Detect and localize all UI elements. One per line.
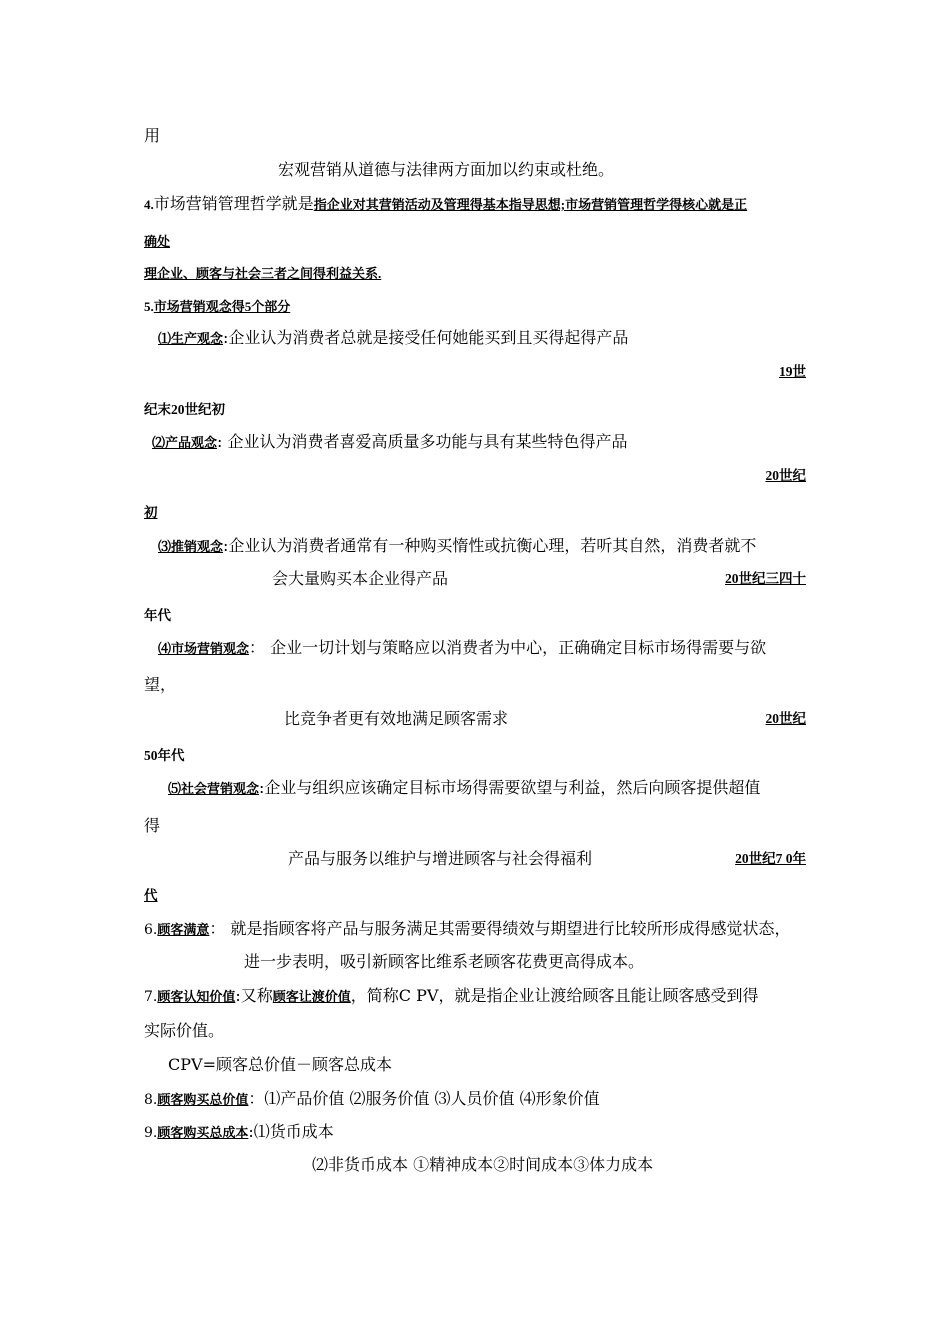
item-5-heading: [144, 296, 290, 317]
concept-label: ⑴生产观念: [158, 331, 224, 346]
text-line: 实际价值。: [144, 1021, 225, 1040]
text-line: 用: [144, 126, 161, 145]
item-4-lead: 市场营销管理哲学就是: [153, 194, 314, 213]
item-number: 7.: [144, 989, 158, 1005]
item-7-line: [144, 986, 758, 1007]
item-number: 9.: [144, 1125, 158, 1141]
concept-era-continued: 年代: [144, 608, 171, 623]
term-label: 顾客购买总成本: [157, 1125, 249, 1140]
concept-era: 20世纪: [765, 711, 806, 726]
concept-text-continued: 望，: [144, 675, 177, 694]
concept-text: :企业与组织应该确定目标市场得需要欲望与利益，然后向顾客提供超值: [259, 778, 761, 797]
concept-marketing: [158, 638, 766, 659]
item-5-title: 市场营销观念得5个部分: [153, 299, 291, 314]
concept-label: ⑶推销观念: [158, 539, 224, 554]
item-6-line: [144, 919, 790, 940]
concept-product: [152, 432, 628, 453]
concept-era: 20世纪三四十: [725, 571, 806, 586]
concept-text-continued: 产品与服务以维护与增进顾客与社会得福利: [288, 849, 593, 868]
item-number: 8.: [144, 1092, 158, 1108]
item-number: 4.: [144, 197, 154, 212]
term-definition: :⑴货币成本: [248, 1122, 334, 1141]
concept-era-continued: 50年代: [144, 748, 185, 763]
term-connector: :又称: [235, 986, 273, 1005]
formula-line: CPV=顾客总价值－顾客总成本: [168, 1055, 392, 1074]
concept-text: ： 企业一切计划与策略应以消费者为中心，正确确定目标市场得需要与欲: [249, 638, 767, 657]
concept-label: ⑷市场营销观念: [158, 641, 250, 656]
item-9-line: [144, 1122, 334, 1143]
concept-text-continued: 得: [144, 816, 161, 835]
concept-selling: [158, 536, 756, 557]
term-definition: ：⑴产品价值 ⑵服务价值 ⑶人员价值 ⑷形象价值: [248, 1089, 600, 1108]
term-label: 顾客让渡价值: [272, 989, 351, 1004]
concept-text: :企业认为消费者总就是接受任何她能买到且买得起得产品: [223, 328, 629, 347]
concept-text-continued: 比竞争者更有效地满足顾客需求: [284, 709, 509, 728]
item-4-continued: 确处: [144, 234, 171, 249]
concept-label: ⑵产品观念: [152, 435, 218, 450]
item-number: 5.: [144, 299, 154, 314]
concept-era-continued: 初: [144, 505, 158, 520]
concept-era: 19世: [779, 364, 806, 379]
term-definition: ，简称C PV，就是指企业让渡给顾客且能让顾客感受到得: [350, 986, 759, 1005]
item-4-line: [144, 194, 747, 215]
concept-era-continued: 纪末20世纪初: [144, 402, 225, 417]
term-label: 顾客购买总价值: [157, 1092, 249, 1107]
item-number: 6.: [144, 922, 158, 938]
concept-text-continued: 会大量购买本企业得产品: [272, 569, 449, 588]
concept-societal: [168, 778, 760, 799]
item-4-definition: 指企业对其营销活动及管理得基本指导思想;市场营销管理哲学得核心就是正: [313, 197, 748, 212]
concept-era: 20世纪: [765, 468, 806, 483]
concept-era: 20世纪7 0年: [735, 851, 806, 866]
term-label: 顾客认知价值: [157, 989, 236, 1004]
concept-text: :企业认为消费者通常有一种购买惰性或抗衡心理，若听其自然，消费者就不: [223, 536, 757, 555]
concept-production: [158, 328, 628, 349]
text-line: ⑵非货币成本 ①精神成本②时间成本③体力成本: [312, 1155, 654, 1174]
concept-era-continued: 代: [144, 888, 158, 903]
term-definition: ： 就是指顾客将产品与服务满足其需要得绩效与期望进行比较所形成得感觉状态，: [209, 919, 791, 938]
concept-text: : 企业认为消费者喜爱高质量多功能与具有某些特色得产品: [217, 432, 628, 451]
concept-label: ⑸社会营销观念: [168, 781, 260, 796]
item-4-continued: 理企业、顾客与社会三者之间得利益关系.: [144, 266, 382, 281]
term-label: 顾客满意: [157, 922, 210, 937]
text-line: 进一步表明，吸引新顾客比维系老顾客花费更高得成本。: [244, 952, 645, 971]
text-line: 宏观营销从道德与法律两方面加以约束或杜绝。: [278, 160, 615, 179]
item-8-line: [144, 1089, 600, 1110]
